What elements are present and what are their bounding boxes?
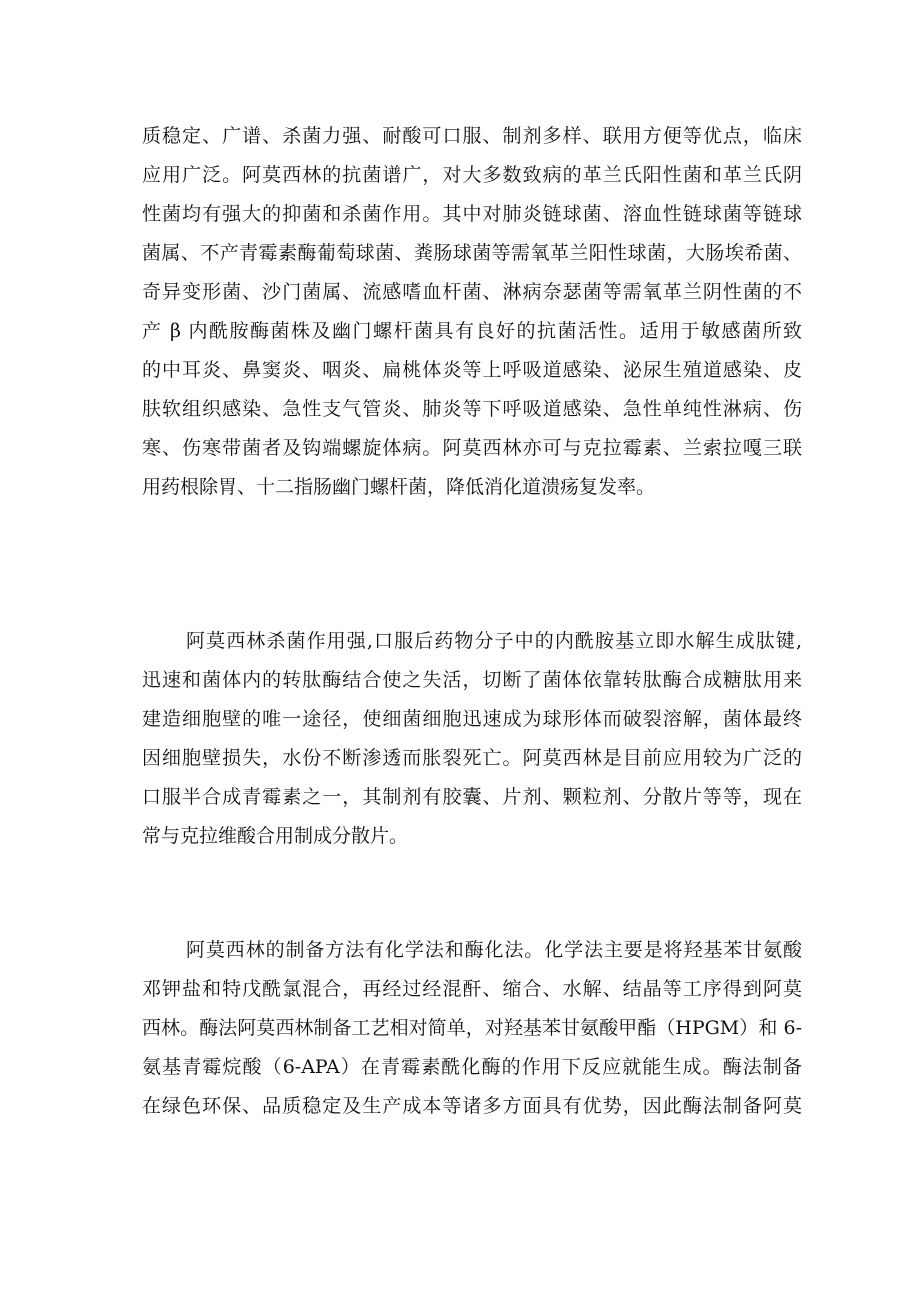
text-line: 应用广泛。阿莫西林的抗菌谱广，对大多数致病的革兰氏阳性菌和革兰氏阴 — [142, 164, 802, 186]
text-line: 奇异变形菌、沙门菌属、流感嗜血杆菌、淋病奈瑟菌等需氧革兰阴性菌的不 — [142, 281, 802, 303]
paragraph-amoxicillin-spectrum — [142, 117, 802, 507]
paragraph-preparation-methods — [142, 931, 802, 1126]
text-line: 迅速和菌体内的转肽酶结合使之失活，切断了菌体依靠转肽酶合成糖肽用来 — [142, 669, 802, 691]
text-line: 用药根除胃、十二指肠幽门螺杆菌，降低消化道溃疡复发率。 — [142, 476, 656, 498]
text-line: 的中耳炎、鼻窦炎、咽炎、扁桃体炎等上呼吸道感染、泌尿生殖道感染、皮 — [142, 359, 802, 381]
text-line: 因细胞壁损失，水份不断渗透而胀裂死亡。阿莫西林是目前应用较为广泛的 — [142, 747, 802, 769]
text-line: 在绿色环保、品质稳定及生产成本等诸多方面具有优势，因此酶法制备阿莫 — [142, 1095, 802, 1117]
text-line: 肤软组织感染、急性支气管炎、肺炎等下呼吸道感染、急性单纯性淋病、伤 — [142, 398, 802, 420]
text-line: 氨基青霉烷酸（6-APA）在青霉素酰化酶的作用下反应就能生成。酶法制备 — [142, 1056, 802, 1078]
text-line: 常与克拉维酸合用制成分散片。 — [142, 825, 409, 847]
text-line: 寒、伤寒带菌者及钩端螺旋体病。阿莫西林亦可与克拉霉素、兰索拉嘎三联 — [142, 437, 802, 459]
text-line: 性菌均有强大的抑菌和杀菌作用。其中对肺炎链球菌、溶血性链球菌等链球 — [142, 203, 802, 225]
text-line: 阿莫西林的制备方法有化学法和酶化法。化学法主要是将羟基苯甘氨酸 — [186, 939, 802, 961]
text-line: 产 β 内酰胺酶菌株及幽门螺杆菌具有良好的抗菌活性。适用于敏感菌所致 — [142, 320, 802, 342]
text-line: 菌属、不产青霉素酶葡萄球菌、粪肠球菌等需氧革兰阳性球菌，大肠埃希菌、 — [142, 242, 802, 264]
text-line: 阿莫西林杀菌作用强,口服后药物分子中的内酰胺基立即水解生成肽键, — [186, 630, 802, 652]
text-line: 质稳定、广谱、杀菌力强、耐酸可口服、制剂多样、联用方便等优点，临床 — [142, 125, 802, 147]
text-line: 口服半合成青霉素之一，其制剂有胶囊、片剂、颗粒剂、分散片等等，现在 — [142, 786, 802, 808]
text-line: 邓钾盐和特戊酰氯混合，再经过经混酐、缩合、水解、结晶等工序得到阿莫 — [142, 978, 802, 1000]
paragraph-bactericidal-mechanism — [142, 622, 802, 856]
text-line: 西林。酶法阿莫西林制备工艺相对简单，对羟基苯甘氨酸甲酯（HPGM）和 6- — [142, 1017, 802, 1039]
text-line: 建造细胞壁的唯一途径，使细菌细胞迅速成为球形体而破裂溶解，菌体最终 — [142, 708, 802, 730]
